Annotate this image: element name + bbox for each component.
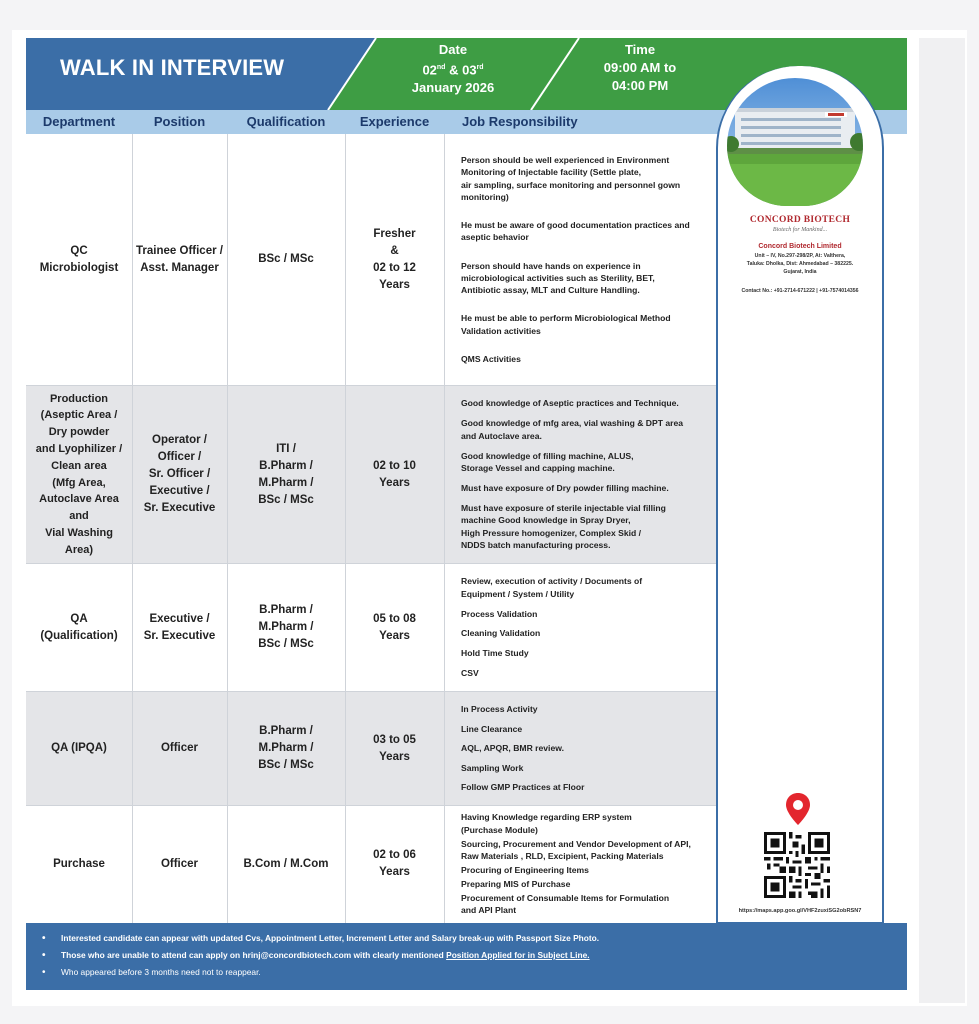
table-divider [227, 134, 228, 923]
facility-photo [727, 78, 863, 206]
table-row [26, 386, 716, 564]
row-qualification: B.Pharm / M.Pharm / BSc / MSc [258, 725, 314, 771]
interview-date [396, 41, 510, 97]
row-department: QA (IPQA) [51, 742, 107, 754]
row-department: QC Microbiologist [39, 244, 119, 274]
column-header-department: Department [42, 114, 116, 129]
table-header-row [26, 110, 717, 134]
responsibility-item: Follow GMP Practices at Floor [461, 782, 585, 793]
responsibility-item: Line Clearance [461, 723, 523, 734]
responsibility-item: Preparing MIS of Purchase [461, 878, 571, 889]
page-edge-strip [919, 38, 965, 1003]
row-position: Officer [160, 742, 199, 754]
column-header-job-responsibility: Job Responsibility [462, 114, 578, 129]
row-qualification: BSc / MSc [258, 253, 314, 265]
row-experience: 02 to 10 Years [373, 459, 416, 489]
responsibility-item: Good knowledge of filling machine, ALUS, Storage Vessel and capping machine. [461, 450, 634, 474]
footer-notes [26, 923, 907, 990]
row-experience: Fresher & 02 to 12 Years [373, 227, 416, 291]
company-contact: Contact No.: +91-2714-671222 | +91-7574014356 [741, 288, 859, 294]
page-title: WALK IN INTERVIEW [60, 55, 285, 80]
footer-note: • Those who are unable to attend can apply on hrinj@concordbiotech.com with clearly mentioned Position Applied for in Subject Line. [42, 947, 907, 964]
company-logo-name: CONCORD BIOTECH [749, 215, 851, 225]
responsibility-item: AQL, APQR, BMR review. [461, 743, 564, 754]
responsibility-item: Procuring of Engineering Items [461, 864, 589, 875]
responsibility-item: Sampling Work [461, 762, 524, 773]
responsibility-item: Person should have hands on experience in microbiological activities such as Sterility, BET, Antibiotic assay, MLT and Culture Handling. [461, 260, 655, 296]
row-responsibilities [444, 564, 716, 691]
row-position: Operator / Officer / Sr. Officer / Executive / Sr. Executive [143, 434, 216, 514]
responsibility-item: Review, execution of activity / Documents of Equipment / System / Utility [461, 576, 643, 599]
row-responsibilities [444, 692, 716, 805]
responsibility-item: He must be aware of good documentation practices and aseptic behavior [461, 220, 690, 243]
company-address: Unit – IV, No.297-298/2P, At: Valthera, Taluka: Dholka, Dist: Ahmedabad – 382225. Gujarat, India [746, 253, 854, 275]
row-position: Officer [160, 857, 199, 870]
time-to: 04:00 PM [611, 78, 669, 93]
row-responsibilities [444, 386, 716, 563]
row-department: Production (Aseptic Area / Dry powder and Lyophilizer / Clean area (Mfg Area, Autoclave Area and Vial Washing Area) [35, 392, 123, 556]
table-row [26, 806, 716, 922]
responsibility-item: Person should be well experienced in Environment Monitoring of Injectable facility (Settle plate, air sampling, surface monitoring and personnel gown monitoring) [461, 154, 681, 202]
responsibility-item: Good knowledge of Aseptic practices and Technique. [461, 398, 679, 409]
date-days: 02nd & 03rd [422, 62, 484, 78]
responsibility-item: CSV [461, 668, 479, 679]
company-legal-name: Concord Biotech Limited [758, 243, 842, 250]
row-experience: 05 to 08 Years [373, 612, 416, 642]
responsibility-item: Hold Time Study [461, 648, 529, 659]
table-row [26, 134, 716, 386]
responsibility-item: Process Validation [461, 608, 538, 619]
row-qualification: ITI / B.Pharm / M.Pharm / BSc / MSc [258, 442, 314, 506]
responsibility-item: In Process Activity [461, 704, 538, 715]
table-row [26, 564, 716, 692]
column-header-experience: Experience [359, 114, 430, 129]
table-divider [345, 134, 346, 923]
responsibility-item: Must have exposure of Dry powder filling machine. [461, 482, 669, 493]
row-experience: 02 to 06 Years [373, 849, 416, 878]
row-department: QA (Qualification) [40, 612, 118, 642]
time-from: 09:00 AM to [603, 60, 677, 75]
company-tagline: Biotech for Mankind... [772, 227, 828, 233]
footer-note: • Who appeared before 3 months need not to reappear. [42, 964, 907, 981]
row-position: Executive / Sr. Executive [143, 612, 216, 642]
responsibility-item: Good knowledge of mfg area, vial washing & DPT area and Autoclave area. [461, 418, 684, 441]
map-link[interactable]: https://maps.app.goo.gl/VHF2zuxiSG2obRSN7 [738, 908, 862, 914]
responsibility-item: QMS Activities [461, 353, 521, 364]
date-month: January 2026 [411, 80, 495, 96]
responsibility-item: Cleaning Validation [461, 628, 541, 639]
footer-note: • Interested candidate can appear with updated Cvs, Appointment Letter, Increment Letter and Salary break-up with Passport Size Photo. [42, 930, 907, 947]
date-label: Date [438, 42, 468, 57]
qr-code-icon[interactable] [764, 832, 830, 898]
responsibility-item: Procurement of Consumable Items for Formulation and API Plant [461, 892, 670, 916]
row-responsibilities [444, 134, 716, 385]
row-experience: 03 to 05 Years [373, 733, 416, 763]
subject-line-note: Position Applied for in Subject Line. [446, 950, 590, 960]
responsibility-item: Having Knowledge regarding ERP system (Purchase Module) [461, 812, 632, 835]
walk-in-interview-flyer [26, 38, 907, 990]
responsibility-item: Must have exposure of sterile injectable vial filling machine Good knowledge in Spray Dryer, High Pressure homogenizer, Complex Skid / NDDS batch manufacturing process. [461, 502, 666, 551]
responsibility-item: He must be able to perform Microbiological Method Validation activities [461, 313, 671, 336]
location-pin-icon [785, 792, 811, 826]
table-divider [132, 134, 133, 923]
table-row [26, 692, 716, 806]
column-header-qualification: Qualification [246, 114, 326, 129]
row-responsibilities [444, 806, 716, 922]
table-divider [444, 134, 445, 923]
time-label: Time [624, 42, 656, 57]
row-department: Purchase [53, 857, 105, 870]
column-header-position: Position [153, 114, 206, 129]
row-position: Trainee Officer / Asst. Manager [136, 244, 223, 274]
interview-time [582, 41, 698, 95]
row-qualification: B.Com / M.Com [243, 857, 329, 870]
responsibility-item: Sourcing, Procurement and Vendor Development of API, Raw Materials , RLD, Excipient, Packing Materials [461, 838, 691, 862]
row-qualification: B.Pharm / M.Pharm / BSc / MSc [258, 604, 314, 650]
